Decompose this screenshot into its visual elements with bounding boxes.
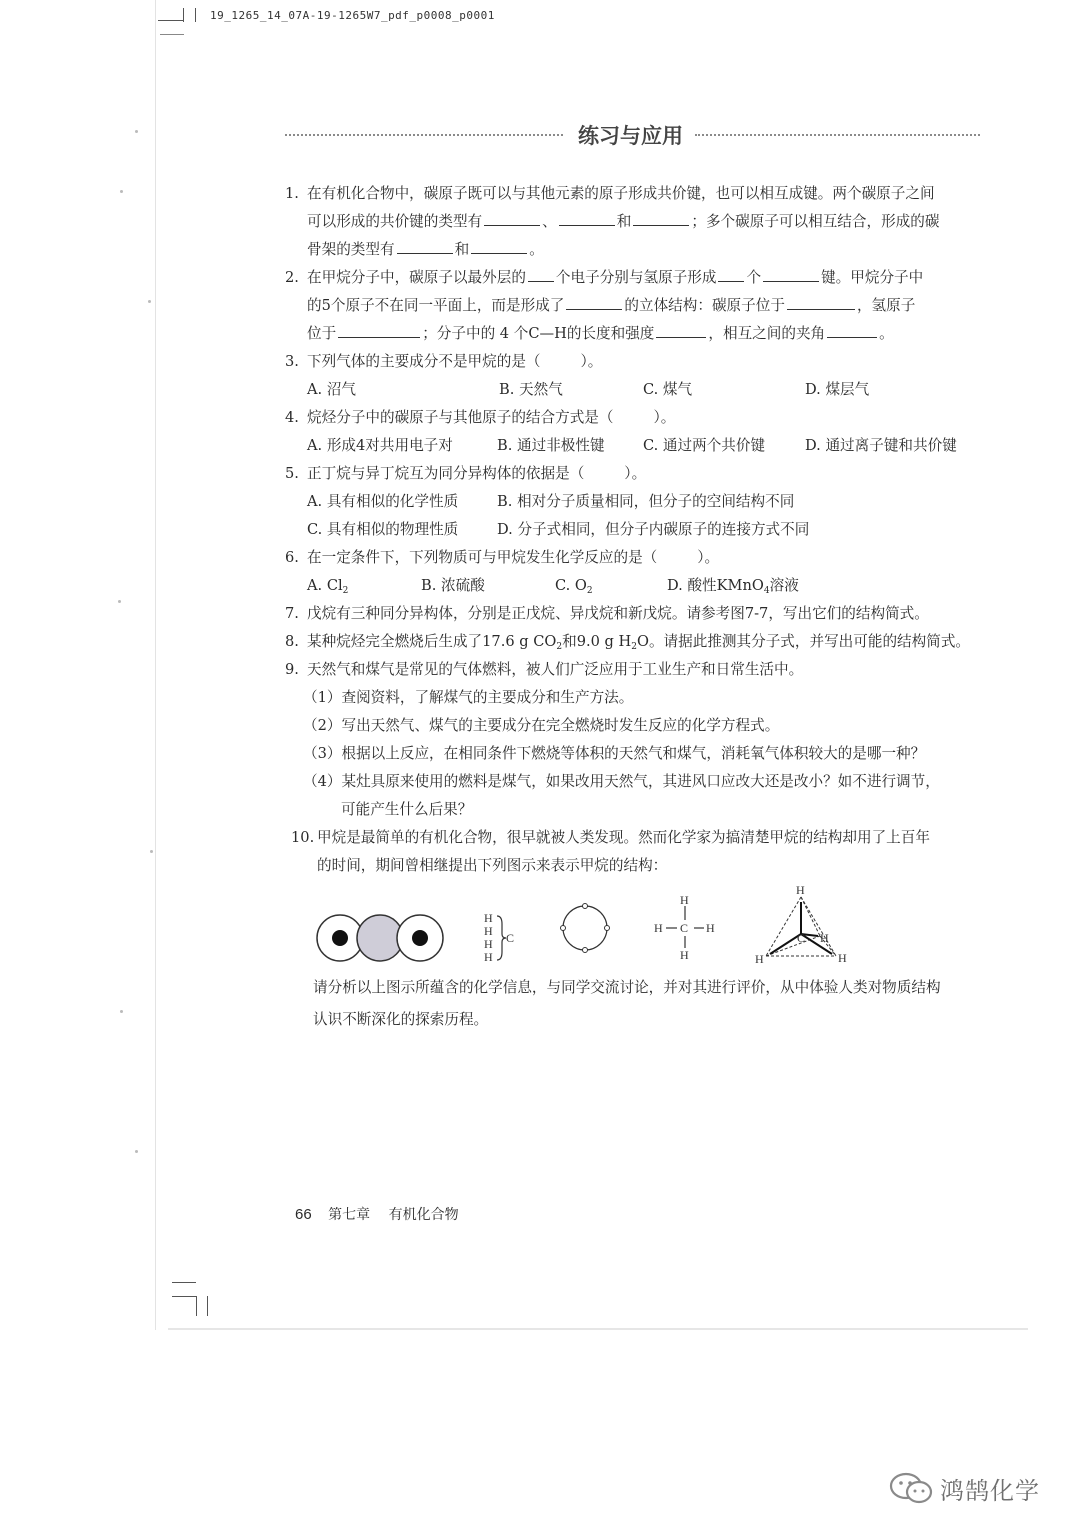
q10-text1: 甲烷是最简单的有机化合物，很早就被人类发现。然而化学家为搞清楚甲烷的结构却用了上百年 (317, 829, 930, 846)
q2-text1a: 在甲烷分子中，碳原子以最外层的 (307, 269, 526, 286)
fig5-c: C (797, 931, 806, 945)
q2-text1d: 键。甲烷分子中 (821, 269, 924, 286)
q6-number: 6. (285, 549, 299, 566)
fig4-c: C (680, 921, 689, 935)
q6-option-c[interactable] (555, 575, 593, 602)
fig4-h-bottom: H (680, 948, 689, 962)
answer-blank[interactable] (827, 323, 877, 338)
q1-line2 (307, 211, 939, 233)
margin-dot (118, 600, 121, 603)
fig2-h: H (484, 937, 493, 951)
crop-mark-top-v2 (195, 8, 196, 22)
fig5-h-top: H (796, 883, 805, 897)
fig3-bond-dot (605, 926, 610, 931)
q1-text3b: 和 (454, 241, 470, 258)
subscript: 2 (586, 586, 593, 596)
q2-line3 (307, 323, 894, 345)
q8-number: 8. (285, 633, 299, 650)
q6-stem (285, 547, 719, 569)
q2-text2b: 的立体结构：碳原子位于 (624, 297, 785, 314)
q7-text: 戊烷有三种同分异构体，分别是正戊烷、异戊烷和新戊烷。请参考图7-7，写出它们的结构简式。 (307, 605, 929, 622)
margin-dot (135, 1150, 138, 1153)
margin-dot (120, 1010, 123, 1013)
q6-option-a-text: A. Cl (307, 577, 343, 594)
q2-text3b: ；分子中的 4 个C—H的长度和强度 (422, 325, 655, 342)
fig4-h-right: H (706, 921, 715, 935)
watermark-text: 鸿鹄化学 (940, 1476, 1040, 1505)
margin-dot (148, 300, 151, 303)
answer-blank[interactable] (397, 239, 453, 254)
fig2-h: H (484, 924, 493, 938)
q2-line1 (285, 267, 923, 289)
q5-option-d[interactable]: D. 分子式相同，但分子内碳原子的连接方式不同 (497, 521, 810, 538)
q2-number: 2. (285, 269, 299, 286)
q2-text2a: 的5个原子不在同一平面上，而是形成了 (307, 297, 565, 314)
q10-text4: 认识不断深化的探索历程。 (313, 1011, 489, 1028)
answer-blank[interactable] (763, 267, 819, 282)
crop-mark-top-under (160, 34, 184, 35)
q6-option-d[interactable] (667, 575, 799, 602)
crop-mark-top-v1 (183, 8, 184, 22)
answer-blank[interactable] (787, 295, 855, 310)
dotted-rule-right (695, 134, 980, 136)
q9-part4-text: （4）某灶具原来使用的燃料是煤气，如果改用天然气，其进风口应改大还是改小？如不进行调节， (303, 773, 940, 790)
q1-text2b: 、 (542, 213, 557, 230)
fig5-edge (766, 897, 801, 956)
wechat-logo-icon (888, 1470, 936, 1506)
q5-option-b[interactable]: B. 相对分子质量相同，但分子的空间结构不同 (497, 493, 795, 510)
q5-stem-text: 正丁烷与异丁烷互为同分异构体的依据是（ (307, 465, 585, 482)
q9-part4-text-cont: 可能产生什么后果？ (341, 801, 473, 818)
q8-text1: 某种烷烃完全燃烧后生成了17.6 g CO (307, 633, 557, 650)
q9-part4 (303, 771, 940, 793)
q9-part1-text: （1）查阅资料，了解煤气的主要成分和生产方法。 (303, 689, 634, 706)
q5-option-c[interactable]: C. 具有相似的物理性质 (307, 521, 459, 538)
q3-option-d[interactable]: D. 煤层气 (805, 381, 870, 398)
q2-text1c: 个 (746, 269, 762, 286)
q8-text3: O。请据此推测其分子式，并写出可能的结构简式。 (637, 633, 971, 650)
q5-options-row2 (307, 519, 977, 541)
fig3-bond-dot (583, 904, 588, 909)
q7 (285, 603, 929, 625)
answer-blank[interactable] (633, 211, 689, 226)
fig3-ring (563, 906, 607, 950)
fig3-bond-dot (583, 948, 588, 953)
fig3-bond-dot (561, 926, 566, 931)
q5-option-a[interactable]: A. 具有相似的化学性质 (307, 493, 459, 510)
q9-part3 (303, 743, 925, 765)
q3-option-a[interactable]: A. 沼气 (307, 381, 357, 398)
section-header (285, 118, 980, 152)
q10-line3 (313, 977, 941, 999)
chapter-title: 有机化合物 (388, 1207, 459, 1223)
watermark (888, 1468, 1040, 1508)
fig2-c: C (506, 931, 515, 945)
q5-stem (285, 463, 646, 485)
answer-blank[interactable] (484, 211, 540, 226)
q2-text2c: ，氢原子 (856, 297, 916, 314)
q9-part2-text: （2）写出天然气、煤气的主要成分在完全燃烧时发生反应的化学方程式。 (303, 717, 780, 734)
crop-mark-bottom-h2 (172, 1296, 196, 1297)
q6-stem-text: 在一定条件下，下列物质可与甲烷发生化学反应的是（ (307, 549, 658, 566)
fig1-left-nucleus (332, 930, 348, 946)
q4-stem-end: ）。 (653, 409, 676, 426)
q3-stem-text: 下列气体的主要成分不是甲烷的是（ (307, 353, 541, 370)
q2-line2 (307, 295, 915, 317)
q5-options-row1 (307, 491, 977, 513)
crop-mark-bottom-v1 (196, 1296, 197, 1316)
fig5-edge (801, 897, 836, 956)
q1-text2a: 可以形成的共价键的类型有 (307, 213, 483, 230)
dotted-rule-left (285, 134, 563, 136)
q1-text3c: 。 (529, 241, 544, 258)
margin-dot (135, 130, 138, 133)
crop-mark-bottom-v2 (207, 1296, 208, 1316)
fig2-h: H (484, 911, 493, 925)
q3-option-b[interactable]: B. 天然气 (499, 381, 563, 398)
q4-options (307, 435, 977, 457)
q6-option-c-text: C. O (555, 577, 587, 594)
crop-mark-top (158, 20, 184, 21)
fig5-h-back: H (820, 931, 829, 945)
q1-text2d: ；多个碳原子可以相互结合，形成的碳 (691, 213, 940, 230)
page-footer (295, 1204, 459, 1224)
q6-option-d-text: D. 酸性KMnO (667, 577, 764, 594)
q9-number: 9. (285, 661, 299, 678)
fig2-h: H (484, 950, 493, 964)
q9-part3-text: （3）根据以上反应，在相同条件下燃烧等体积的天然气和煤气，消耗氧气体积较大的是哪一种？ (303, 745, 926, 762)
q3-stem-end: ）。 (580, 353, 603, 370)
subscript: 4 (763, 586, 770, 596)
q8-text2: 和9.0 g H (562, 633, 632, 650)
q1-number: 1. (285, 185, 299, 202)
fig1-right-nucleus (412, 930, 428, 946)
q3-option-c[interactable]: C. 煤气 (643, 381, 693, 398)
q10-line4 (313, 1009, 488, 1031)
q1-text3a: 骨架的类型有 (307, 241, 395, 258)
crop-mark-bottom-h1 (172, 1282, 196, 1283)
q7-number: 7. (285, 605, 299, 622)
answer-blank[interactable] (566, 295, 622, 310)
q6-option-d-text-end: 溶液 (769, 577, 799, 594)
fig5-h-left: H (755, 952, 764, 966)
fig4-h-top: H (680, 893, 689, 907)
q3-number: 3. (285, 353, 299, 370)
margin-dot (150, 850, 153, 853)
q3-options (307, 379, 977, 401)
q4-option-c[interactable]: C. 通过两个共价键 (643, 437, 766, 454)
scan-edge-left (155, 0, 156, 1330)
scan-edge-bottom (168, 1328, 1028, 1330)
q4-stem-text: 烷烃分子中的碳原子与其他原子的结合方式是（ (307, 409, 614, 426)
q2-text1b: 个电子分别与氢原子形成 (555, 269, 717, 286)
q2-text3c: ，相互之间的夹角 (708, 325, 826, 342)
chapter-label: 第七章 (328, 1207, 371, 1223)
q1-line1 (285, 183, 935, 205)
subscript: 2 (342, 586, 349, 596)
q4-stem (285, 407, 675, 429)
q2-text3d: 。 (879, 325, 894, 342)
q6-options (307, 575, 977, 597)
q9-part2 (303, 715, 779, 737)
q10-line2 (317, 855, 667, 877)
figure-graphics (310, 880, 870, 980)
q1-text2c: 和 (616, 213, 632, 230)
q4-option-b[interactable]: B. 通过非极性键 (497, 437, 605, 454)
answer-blank[interactable] (559, 211, 615, 226)
fig2-brace (497, 916, 506, 960)
q9-part4-cont (341, 799, 472, 821)
q8 (285, 631, 970, 658)
q2-text3a: 位于 (307, 325, 337, 342)
q9-stem-text: 天然气和煤气是常见的气体燃料，被人们广泛应用于工业生产和日常生活中。 (307, 661, 804, 678)
fig4-h-left: H (654, 921, 663, 935)
file-id: 19_1265_14_07A-19-1265W7_pdf_p0008_p0001 (210, 9, 495, 22)
answer-blank[interactable] (656, 323, 706, 338)
q10-number: 10. (291, 829, 315, 846)
q10-text2: 的时间，期间曾相继提出下列图示来表示甲烷的结构： (317, 857, 668, 874)
q6-option-a[interactable] (307, 575, 348, 602)
q6-option-b[interactable]: B. 浓硫酸 (421, 577, 485, 594)
fig5-h-right: H (838, 951, 847, 965)
answer-blank[interactable] (471, 239, 527, 254)
q4-option-d[interactable]: D. 通过离子键和共价键 (805, 437, 957, 454)
q5-number: 5. (285, 465, 299, 482)
section-title: 练习与应用 (578, 124, 683, 148)
q4-number: 4. (285, 409, 299, 426)
q5-stem-end: ）。 (624, 465, 647, 482)
q9-part1 (303, 687, 633, 709)
q3-stem (285, 351, 602, 373)
margin-dot (120, 190, 123, 193)
q1-line3 (307, 239, 544, 261)
q6-stem-end: ）。 (697, 549, 720, 566)
q10-text3: 请分析以上图示所蕴含的化学信息，与同学交流讨论，并对其进行评价，从中体验人类对物质结构 (313, 979, 941, 996)
fig1-center-atom (357, 915, 403, 961)
subscript: 2 (631, 642, 637, 652)
q1-text1: 在有机化合物中，碳原子既可以与其他元素的原子形成共价键，也可以相互成键。两个碳原子之间 (307, 185, 935, 202)
answer-blank[interactable] (338, 323, 420, 338)
answer-blank[interactable] (528, 267, 554, 282)
subscript: 2 (556, 642, 563, 652)
q4-option-a[interactable]: A. 形成4对共用电子对 (307, 437, 453, 454)
methane-structure-figures (310, 880, 870, 980)
q9-stem (285, 659, 803, 681)
q10-line1 (291, 827, 930, 849)
answer-blank[interactable] (718, 267, 744, 282)
page-number: 66 (295, 1206, 312, 1223)
